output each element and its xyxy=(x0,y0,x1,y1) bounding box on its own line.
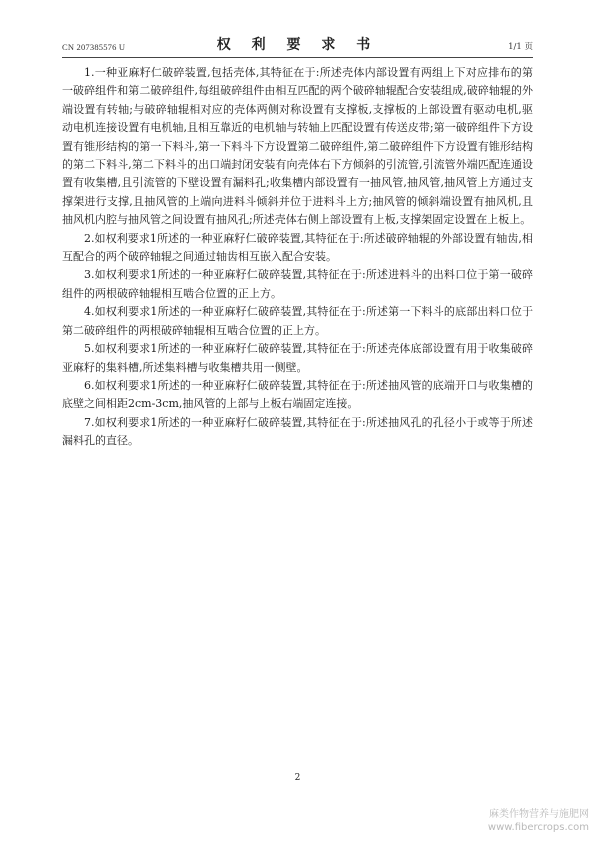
site-watermark xyxy=(488,808,589,834)
header-rule xyxy=(62,57,533,58)
claim-3: 3.如权利要求1所述的一种亚麻籽仁破碎装置,其特征在于:所述进料斗的出料口位于第一破碎组件的两根破碎轴辊相互啮合位置的正上方。 xyxy=(62,268,533,300)
watermark-url: www.fibercrops.com xyxy=(487,822,589,833)
page-count: 1/1 页 xyxy=(508,42,533,52)
document-title: 权 利 要 求 书 xyxy=(216,37,379,53)
claim-6: 6.如权利要求1所述的一种亚麻籽仁破碎装置,其特征在于:所述抽风管的底端开口与收集槽的底壁之间相距2cm-3cm,抽风管的上部与上板右端固定连接。 xyxy=(62,378,533,411)
claim-4: 4.如权利要求1所述的一种亚麻籽仁破碎装置,其特征在于:所述第一下料斗的底部出料口位于第二破碎组件的两根破碎轴辊相互啮合位置的正上方。 xyxy=(62,305,533,337)
page-number: 2 xyxy=(294,773,301,783)
claim-7: 7.如权利要求1所述的一种亚麻籽仁破碎装置,其特征在于:所述抽风孔的孔径小于或等于所述漏料孔的直径。 xyxy=(62,415,533,448)
claim-1: 1.一种亚麻籽仁破碎装置,包括壳体,其特征在于:所述壳体内部设置有两组上下对应排布的第一破碎组件和第二破碎组件,每组破碎组件由相互匹配的两个破碎轴辊配合安装组成,破碎轴辊的外端设置有转轴;与破碎轴辊相对应的壳体两侧对称设置有支撑板,支撑板的上部设置有驱动电机,驱动电机连接设置有电机轴,且相互靠近的电机轴与转轴上匹配设置有传送皮带;第一破碎组件下方设置有锥形结构的第一下料斗,第一下料斗下方设置第二破碎组件,第二破碎组件下方设置有锥形结构的第二下料斗,第二下料斗的出口端封闭安装有向壳体右下方倾斜的引流管,引流管外端匹配连通设置有收集槽,且引流管的下壁设置有漏料孔;收集槽内部设置有一抽风管,抽风管,抽风管上方通过支撑架进行支撑,且抽风管的上端向进料斗倾斜并位于进料斗上方;抽风管的倾斜端设置有抽风机,且抽风机内腔与抽风管之间设置有抽风孔;所述壳体右侧上部设置有上板,支撑架固定设置在上板上。 xyxy=(62,66,533,227)
claim-2: 2.如权利要求1所述的一种亚麻籽仁破碎装置,其特征在于:所述破碎轴辊的外部设置有轴齿,相互配合的两个破碎轴辊之间通过轴齿相互嵌入配合安装。 xyxy=(62,231,533,264)
watermark-site-name: 麻类作物营养与施肥网 xyxy=(489,809,589,820)
claim-5: 5.如权利要求1所述的一种亚麻籽仁破碎装置,其特征在于:所述壳体底部设置有用于收集破碎亚麻籽的集料槽,所述集料槽与收集槽共用一侧壁。 xyxy=(62,342,533,374)
claims-body xyxy=(62,64,533,451)
page-header xyxy=(62,28,533,56)
publication-number: CN 207385576 U xyxy=(62,42,126,52)
